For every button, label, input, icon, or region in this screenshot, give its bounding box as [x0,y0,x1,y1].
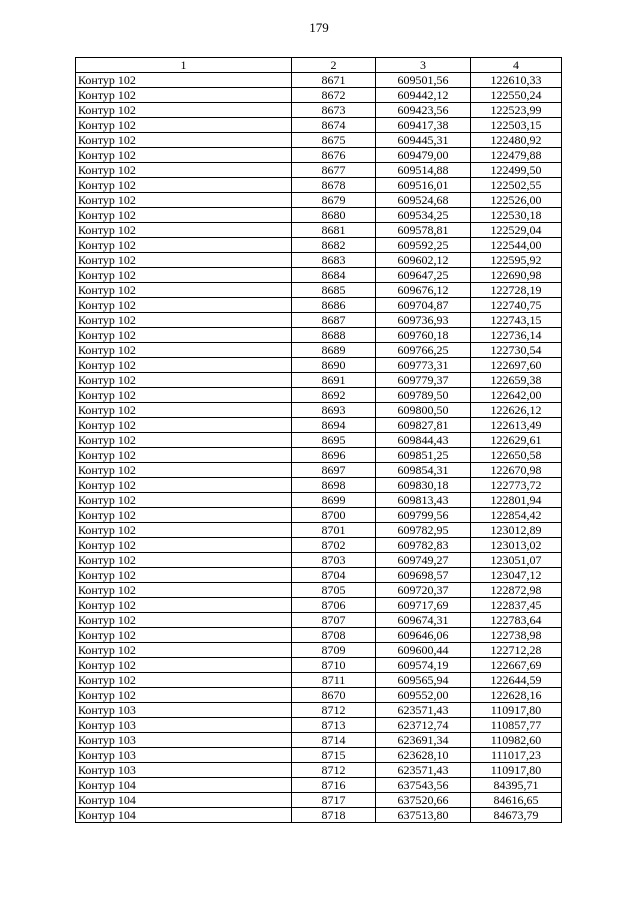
y-coordinate-cell: 110917,80 [471,703,562,718]
table-row [76,298,562,313]
table-row [76,598,562,613]
table-row [76,733,562,748]
point-number-cell: 8690 [292,358,376,373]
contour-name-cell: Контур 102 [76,643,292,658]
y-coordinate-cell: 122644,59 [471,673,562,688]
y-coordinate-cell: 122697,60 [471,358,562,373]
x-coordinate-cell: 609717,69 [376,598,471,613]
y-coordinate-cell: 122628,16 [471,688,562,703]
x-coordinate-cell: 637543,56 [376,778,471,793]
y-coordinate-cell: 84395,71 [471,778,562,793]
table-row [76,523,562,538]
point-number-cell: 8682 [292,238,376,253]
y-coordinate-cell: 110917,80 [471,763,562,778]
x-coordinate-cell: 609646,06 [376,628,471,643]
contour-name-cell: Контур 102 [76,673,292,688]
y-coordinate-cell: 122499,50 [471,163,562,178]
contour-name-cell: Контур 102 [76,73,292,88]
point-number-cell: 8697 [292,463,376,478]
table-row [76,538,562,553]
point-number-cell: 8673 [292,103,376,118]
table-row [76,553,562,568]
contour-name-cell: Контур 102 [76,463,292,478]
contour-name-cell: Контур 102 [76,448,292,463]
table-row [76,73,562,88]
y-coordinate-cell: 84673,79 [471,808,562,823]
table-row [76,343,562,358]
contour-name-cell: Контур 102 [76,478,292,493]
contour-name-cell: Контур 102 [76,658,292,673]
column-header-4: 4 [471,58,562,73]
x-coordinate-cell: 609445,31 [376,133,471,148]
point-number-cell: 8694 [292,418,376,433]
contour-name-cell: Контур 102 [76,538,292,553]
contour-name-cell: Контур 102 [76,628,292,643]
table-row [76,433,562,448]
x-coordinate-cell: 609676,12 [376,283,471,298]
x-coordinate-cell: 609442,12 [376,88,471,103]
x-coordinate-cell: 609534,25 [376,208,471,223]
contour-name-cell: Контур 102 [76,568,292,583]
contour-name-cell: Контур 104 [76,808,292,823]
x-coordinate-cell: 609830,18 [376,478,471,493]
contour-name-cell: Контур 103 [76,733,292,748]
point-number-cell: 8685 [292,283,376,298]
contour-name-cell: Контур 104 [76,793,292,808]
y-coordinate-cell: 122526,00 [471,193,562,208]
table-row [76,628,562,643]
x-coordinate-cell: 609844,43 [376,433,471,448]
point-number-cell: 8710 [292,658,376,673]
y-coordinate-cell: 122773,72 [471,478,562,493]
point-number-cell: 8706 [292,598,376,613]
table-row [76,178,562,193]
point-number-cell: 8689 [292,343,376,358]
x-coordinate-cell: 609813,43 [376,493,471,508]
x-coordinate-cell: 609565,94 [376,673,471,688]
column-header-3: 3 [376,58,471,73]
table-row [76,583,562,598]
y-coordinate-cell: 122670,98 [471,463,562,478]
contour-name-cell: Контур 102 [76,208,292,223]
point-number-cell: 8712 [292,763,376,778]
table-row [76,223,562,238]
contour-name-cell: Контур 102 [76,268,292,283]
table-row [76,388,562,403]
y-coordinate-cell: 122544,00 [471,238,562,253]
x-coordinate-cell: 609720,37 [376,583,471,598]
contour-name-cell: Контур 102 [76,313,292,328]
y-coordinate-cell: 122736,14 [471,328,562,343]
y-coordinate-cell: 122613,49 [471,418,562,433]
x-coordinate-cell: 609704,87 [376,298,471,313]
table-row [76,718,562,733]
table-row [76,283,562,298]
point-number-cell: 8677 [292,163,376,178]
coordinates-table [75,57,562,823]
y-coordinate-cell: 111017,23 [471,748,562,763]
table-row [76,448,562,463]
point-number-cell: 8715 [292,748,376,763]
table-row [76,418,562,433]
page-number: 179 [309,20,329,35]
y-coordinate-cell: 122730,54 [471,343,562,358]
point-number-cell: 8699 [292,493,376,508]
table-row [76,508,562,523]
x-coordinate-cell: 609827,81 [376,418,471,433]
x-coordinate-cell: 609766,25 [376,343,471,358]
contour-name-cell: Контур 102 [76,283,292,298]
point-number-cell: 8705 [292,583,376,598]
y-coordinate-cell: 122480,92 [471,133,562,148]
contour-name-cell: Контур 102 [76,343,292,358]
y-coordinate-cell: 122667,69 [471,658,562,673]
x-coordinate-cell: 609479,00 [376,148,471,163]
contour-name-cell: Контур 102 [76,583,292,598]
point-number-cell: 8709 [292,643,376,658]
contour-name-cell: Контур 102 [76,118,292,133]
point-number-cell: 8670 [292,688,376,703]
point-number-cell: 8716 [292,778,376,793]
point-number-cell: 8713 [292,718,376,733]
y-coordinate-cell: 122783,64 [471,613,562,628]
table-row [76,148,562,163]
table-row [76,658,562,673]
contour-name-cell: Контур 102 [76,508,292,523]
x-coordinate-cell: 609782,83 [376,538,471,553]
x-coordinate-cell: 609854,31 [376,463,471,478]
y-coordinate-cell: 122740,75 [471,298,562,313]
point-number-cell: 8714 [292,733,376,748]
point-number-cell: 8691 [292,373,376,388]
point-number-cell: 8696 [292,448,376,463]
contour-name-cell: Контур 102 [76,133,292,148]
contour-name-cell: Контур 102 [76,418,292,433]
point-number-cell: 8718 [292,808,376,823]
column-header-1: 1 [76,58,292,73]
y-coordinate-cell: 122690,98 [471,268,562,283]
contour-name-cell: Контур 104 [76,778,292,793]
y-coordinate-cell: 122712,28 [471,643,562,658]
contour-name-cell: Контур 102 [76,223,292,238]
table-row [76,163,562,178]
table-row [76,673,562,688]
contour-name-cell: Контур 103 [76,703,292,718]
y-coordinate-cell: 122743,15 [471,313,562,328]
y-coordinate-cell: 122629,61 [471,433,562,448]
table-row [76,568,562,583]
x-coordinate-cell: 609514,88 [376,163,471,178]
y-coordinate-cell: 122502,55 [471,178,562,193]
table-header-row [76,58,562,73]
x-coordinate-cell: 623571,43 [376,763,471,778]
point-number-cell: 8683 [292,253,376,268]
x-coordinate-cell: 637513,80 [376,808,471,823]
x-coordinate-cell: 623712,74 [376,718,471,733]
contour-name-cell: Контур 102 [76,553,292,568]
point-number-cell: 8700 [292,508,376,523]
x-coordinate-cell: 609773,31 [376,358,471,373]
y-coordinate-cell: 122659,38 [471,373,562,388]
table-row [76,208,562,223]
contour-name-cell: Контур 103 [76,748,292,763]
x-coordinate-cell: 609851,25 [376,448,471,463]
y-coordinate-cell: 122523,99 [471,103,562,118]
point-number-cell: 8708 [292,628,376,643]
table-row [76,328,562,343]
point-number-cell: 8703 [292,553,376,568]
contour-name-cell: Контур 102 [76,298,292,313]
table-row [76,808,562,823]
contour-name-cell: Контур 102 [76,613,292,628]
point-number-cell: 8672 [292,88,376,103]
contour-name-cell: Контур 102 [76,88,292,103]
point-number-cell: 8707 [292,613,376,628]
y-coordinate-cell: 122479,88 [471,148,562,163]
contour-name-cell: Контур 102 [76,598,292,613]
x-coordinate-cell: 609736,93 [376,313,471,328]
y-coordinate-cell: 123047,12 [471,568,562,583]
table-row [76,748,562,763]
contour-name-cell: Контур 102 [76,433,292,448]
table-row [76,793,562,808]
x-coordinate-cell: 609417,38 [376,118,471,133]
point-number-cell: 8693 [292,403,376,418]
y-coordinate-cell: 123013,02 [471,538,562,553]
point-number-cell: 8681 [292,223,376,238]
table-body [76,73,562,823]
x-coordinate-cell: 609782,95 [376,523,471,538]
table-row [76,103,562,118]
point-number-cell: 8671 [292,73,376,88]
contour-name-cell: Контур 102 [76,688,292,703]
point-number-cell: 8692 [292,388,376,403]
x-coordinate-cell: 609674,31 [376,613,471,628]
contour-name-cell: Контур 102 [76,253,292,268]
x-coordinate-cell: 609578,81 [376,223,471,238]
contour-name-cell: Контур 102 [76,193,292,208]
point-number-cell: 8679 [292,193,376,208]
y-coordinate-cell: 122837,45 [471,598,562,613]
table-row [76,193,562,208]
point-number-cell: 8676 [292,148,376,163]
contour-name-cell: Контур 102 [76,163,292,178]
contour-name-cell: Контур 102 [76,148,292,163]
x-coordinate-cell: 609760,18 [376,328,471,343]
x-coordinate-cell: 609800,50 [376,403,471,418]
x-coordinate-cell: 609524,68 [376,193,471,208]
x-coordinate-cell: 609574,19 [376,658,471,673]
point-number-cell: 8702 [292,538,376,553]
y-coordinate-cell: 122854,42 [471,508,562,523]
x-coordinate-cell: 609799,56 [376,508,471,523]
table-row [76,688,562,703]
contour-name-cell: Контур 102 [76,358,292,373]
y-coordinate-cell: 110982,60 [471,733,562,748]
table-row [76,238,562,253]
table-row [76,478,562,493]
x-coordinate-cell: 609592,25 [376,238,471,253]
y-coordinate-cell: 84616,65 [471,793,562,808]
y-coordinate-cell: 122610,33 [471,73,562,88]
x-coordinate-cell: 609602,12 [376,253,471,268]
y-coordinate-cell: 110857,77 [471,718,562,733]
x-coordinate-cell: 623571,43 [376,703,471,718]
table-row [76,358,562,373]
point-number-cell: 8698 [292,478,376,493]
contour-name-cell: Контур 103 [76,763,292,778]
x-coordinate-cell: 637520,66 [376,793,471,808]
y-coordinate-cell: 122642,00 [471,388,562,403]
table-row [76,268,562,283]
x-coordinate-cell: 609501,56 [376,73,471,88]
y-coordinate-cell: 122728,19 [471,283,562,298]
x-coordinate-cell: 609647,25 [376,268,471,283]
table-row [76,403,562,418]
y-coordinate-cell: 122529,04 [471,223,562,238]
table-row [76,493,562,508]
table-row [76,778,562,793]
y-coordinate-cell: 123012,89 [471,523,562,538]
point-number-cell: 8687 [292,313,376,328]
table-row [76,313,562,328]
contour-name-cell: Контур 102 [76,328,292,343]
point-number-cell: 8717 [292,793,376,808]
table-row [76,373,562,388]
point-number-cell: 8678 [292,178,376,193]
y-coordinate-cell: 122550,24 [471,88,562,103]
y-coordinate-cell: 122872,98 [471,583,562,598]
y-coordinate-cell: 122530,18 [471,208,562,223]
contour-name-cell: Контур 102 [76,373,292,388]
y-coordinate-cell: 122503,15 [471,118,562,133]
contour-name-cell: Контур 102 [76,523,292,538]
y-coordinate-cell: 122738,98 [471,628,562,643]
contour-name-cell: Контур 103 [76,718,292,733]
point-number-cell: 8680 [292,208,376,223]
x-coordinate-cell: 609552,00 [376,688,471,703]
point-number-cell: 8686 [292,298,376,313]
contour-name-cell: Контур 102 [76,238,292,253]
y-coordinate-cell: 122801,94 [471,493,562,508]
x-coordinate-cell: 623691,34 [376,733,471,748]
point-number-cell: 8695 [292,433,376,448]
table-row [76,763,562,778]
point-number-cell: 8684 [292,268,376,283]
point-number-cell: 8675 [292,133,376,148]
table-row [76,643,562,658]
contour-name-cell: Контур 102 [76,178,292,193]
table-row [76,118,562,133]
x-coordinate-cell: 609779,37 [376,373,471,388]
point-number-cell: 8701 [292,523,376,538]
point-number-cell: 8712 [292,703,376,718]
point-number-cell: 8704 [292,568,376,583]
point-number-cell: 8688 [292,328,376,343]
x-coordinate-cell: 609789,50 [376,388,471,403]
y-coordinate-cell: 122595,92 [471,253,562,268]
table-row [76,613,562,628]
x-coordinate-cell: 609600,44 [376,643,471,658]
x-coordinate-cell: 609749,27 [376,553,471,568]
x-coordinate-cell: 609516,01 [376,178,471,193]
table-row [76,133,562,148]
table-row [76,253,562,268]
column-header-2: 2 [292,58,376,73]
x-coordinate-cell: 609423,56 [376,103,471,118]
table-row [76,463,562,478]
x-coordinate-cell: 609698,57 [376,568,471,583]
point-number-cell: 8674 [292,118,376,133]
contour-name-cell: Контур 102 [76,493,292,508]
table-row [76,88,562,103]
table-row [76,703,562,718]
contour-name-cell: Контур 102 [76,103,292,118]
contour-name-cell: Контур 102 [76,388,292,403]
y-coordinate-cell: 123051,07 [471,553,562,568]
x-coordinate-cell: 623628,10 [376,748,471,763]
contour-name-cell: Контур 102 [76,403,292,418]
y-coordinate-cell: 122626,12 [471,403,562,418]
point-number-cell: 8711 [292,673,376,688]
y-coordinate-cell: 122650,58 [471,448,562,463]
